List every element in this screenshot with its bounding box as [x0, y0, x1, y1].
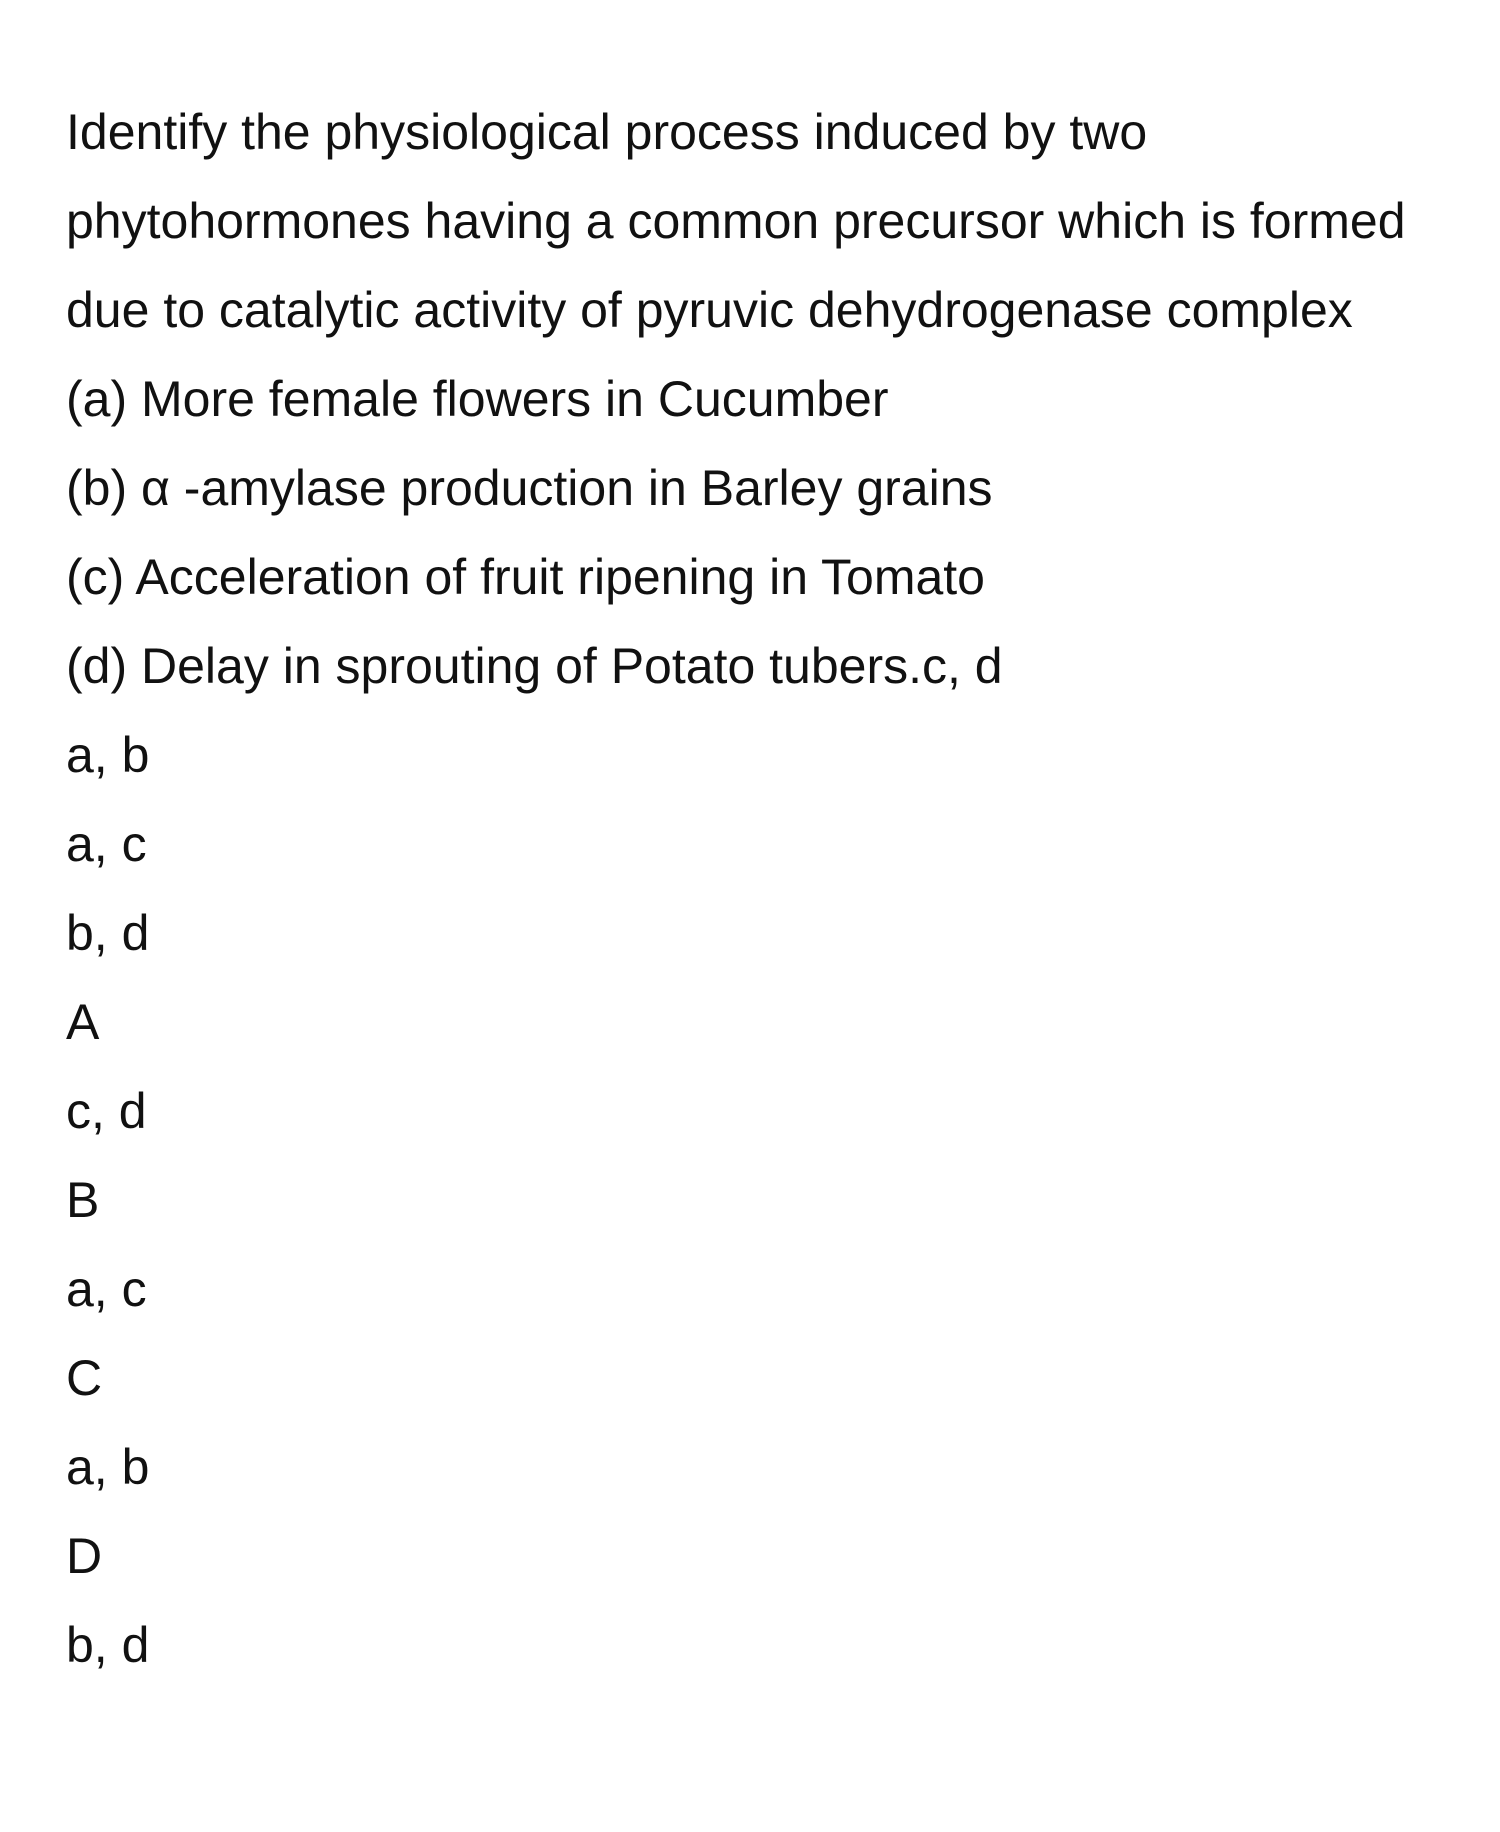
statement-list	[66, 355, 1456, 711]
statement-a: (a) More female flowers in Cucumber	[66, 371, 889, 427]
statement-d: (d) Delay in sprouting of Potato tubers.c, d	[66, 638, 1003, 694]
option-value-d: b, d	[66, 1617, 150, 1673]
option-value-b: a, c	[66, 1261, 147, 1317]
option-value-c: a, b	[66, 1439, 150, 1495]
question-document	[66, 88, 1456, 1690]
option-value-a: c, d	[66, 1083, 147, 1139]
option-label-a: A	[66, 994, 100, 1050]
option-label-c: C	[66, 1350, 103, 1406]
answer-line-2: a, c	[66, 816, 147, 872]
answer-line-3: b, d	[66, 905, 150, 961]
statement-b: (b) α -amylase production in Barley grains	[66, 460, 993, 516]
answer-options-list	[66, 711, 1456, 1690]
option-label-b: B	[66, 1172, 100, 1228]
statement-c: (c) Acceleration of fruit ripening in Tomato	[66, 549, 985, 605]
question-text: Identify the physiological process induced by two phytohormones having a common precursor which is formed due to catalytic activity of pyruvic dehydrogenase complex	[66, 104, 1406, 338]
answer-line-1: a, b	[66, 727, 150, 783]
option-label-d: D	[66, 1528, 103, 1584]
